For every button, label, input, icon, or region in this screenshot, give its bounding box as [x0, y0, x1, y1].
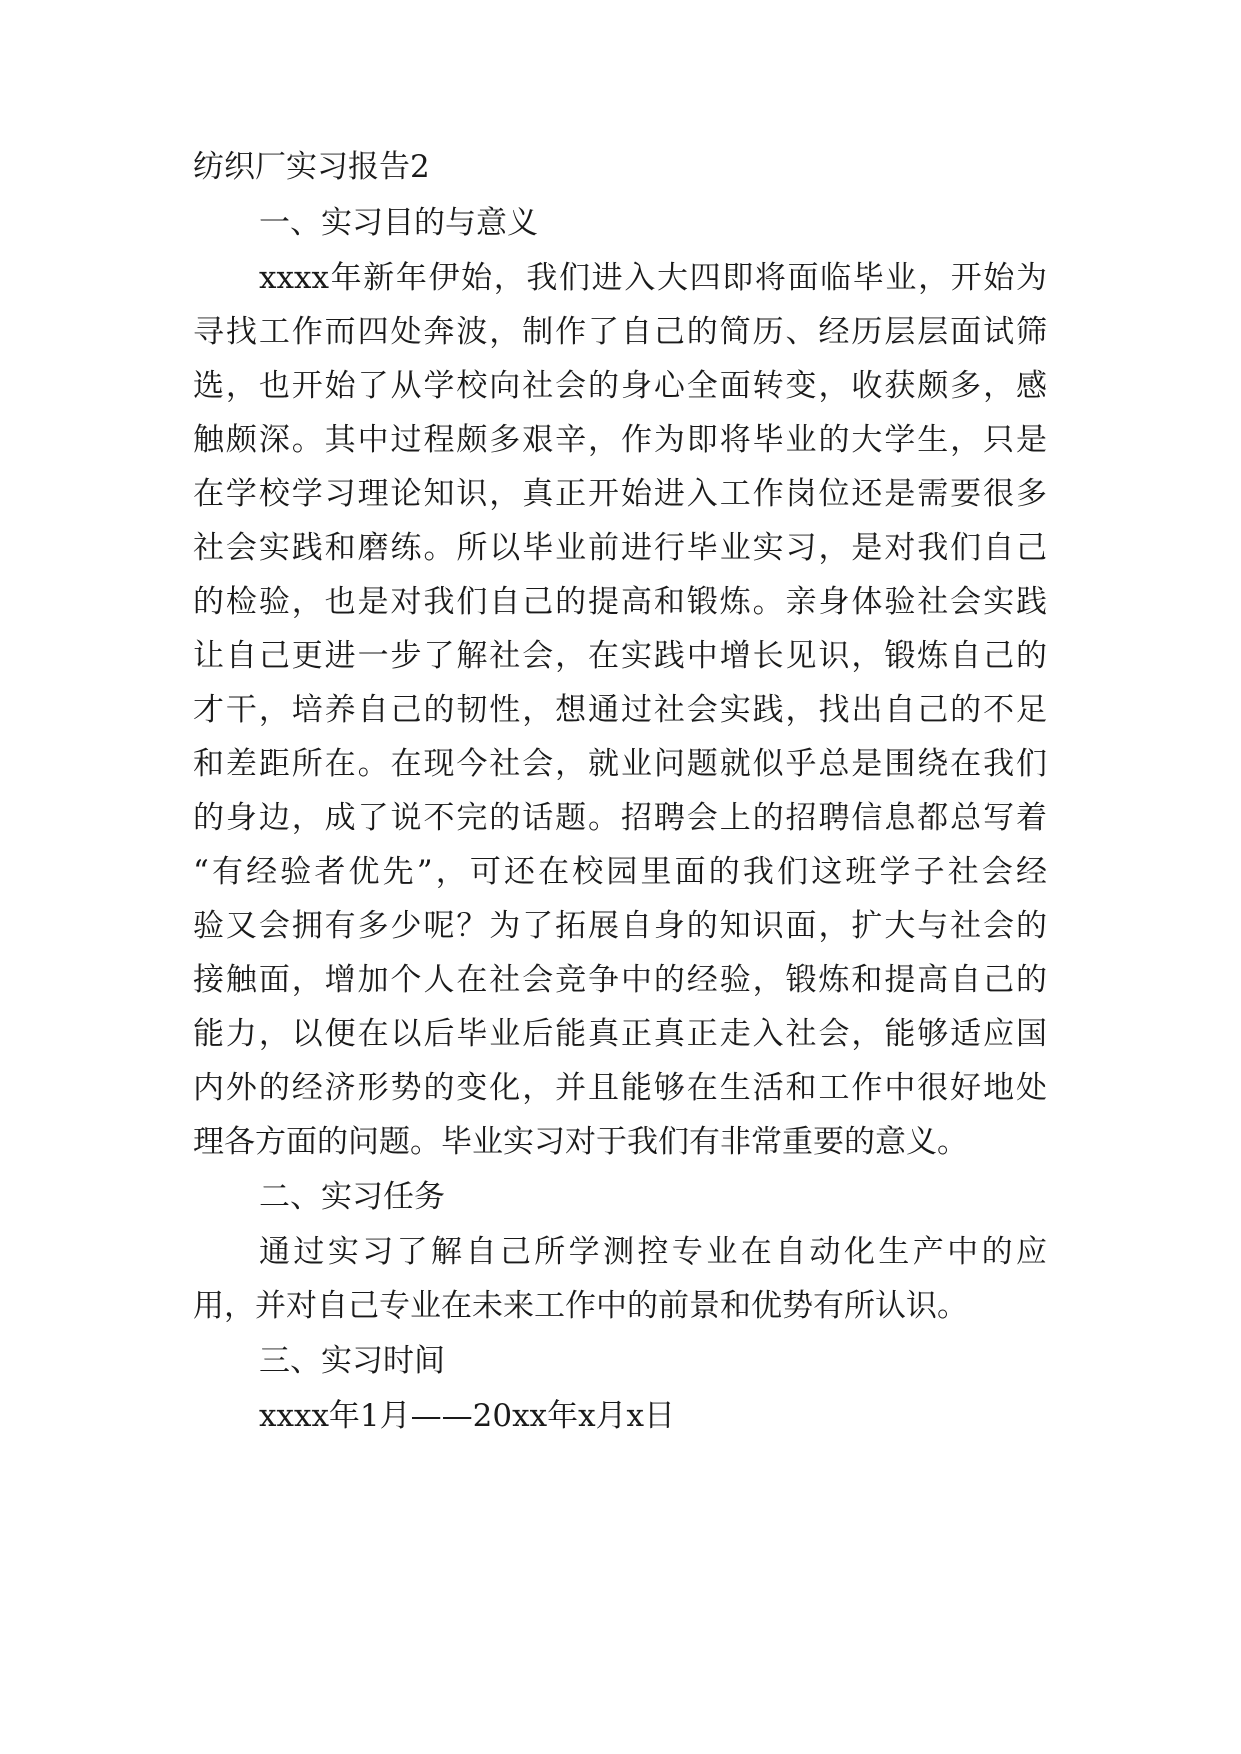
paragraph-line: xxxx年1月——20xx年x月x日 — [259, 1398, 676, 1434]
section-heading-purpose: 一、实习目的与意义 — [259, 205, 538, 241]
paragraph-line: 能力，以便在以后毕业后能真正真正走入社会，能够适应国 — [193, 1016, 1047, 1052]
paragraph-line: 用，并对自己专业在未来工作中的前景和优势有所认识。 — [193, 1288, 968, 1324]
paragraph-line: 在学校学习理论知识，真正开始进入工作岗位还是需要很多 — [193, 476, 1047, 512]
paragraph-line: xxxx年新年伊始，我们进入大四即将面临毕业，开始为 — [259, 260, 1047, 296]
paragraph-line: 的检验，也是对我们自己的提高和锻炼。亲身体验社会实践 — [193, 584, 1047, 620]
paragraph-line: 理各方面的问题。毕业实习对于我们有非常重要的意义。 — [193, 1124, 968, 1160]
paragraph-line: 通过实习了解自己所学测控专业在自动化生产中的应 — [259, 1234, 1047, 1270]
paragraph-line: 触颇深。其中过程颇多艰辛，作为即将毕业的大学生，只是 — [193, 422, 1047, 458]
paragraph-line: 社会实践和磨练。所以毕业前进行毕业实习，是对我们自己 — [193, 530, 1047, 566]
paragraph-line: 验又会拥有多少呢？为了拓展自身的知识面，扩大与社会的 — [193, 908, 1047, 944]
paragraph-line: “有经验者优先”，可还在校园里面的我们这班学子社会经 — [193, 854, 1047, 890]
paragraph-line: 和差距所在。在现今社会，就业问题就似乎总是围绕在我们 — [193, 746, 1047, 782]
paragraph-line: 选，也开始了从学校向社会的身心全面转变，收获颇多，感 — [193, 368, 1047, 404]
paragraph-line: 内外的经济形势的变化，并且能够在生活和工作中很好地处 — [193, 1070, 1047, 1106]
paragraph-line: 接触面，增加个人在社会竞争中的经验，锻炼和提高自己的 — [193, 962, 1047, 998]
section-heading-time: 三、实习时间 — [259, 1343, 445, 1379]
paragraph-line: 让自己更进一步了解社会，在实践中增长见识，锻炼自己的 — [193, 638, 1047, 674]
document-title: 纺织厂实习报告2 — [193, 149, 430, 185]
paragraph-line: 的身边，成了说不完的话题。招聘会上的招聘信息都总写着 — [193, 800, 1047, 836]
paragraph-line: 寻找工作而四处奔波，制作了自己的简历、经历层层面试筛 — [193, 314, 1047, 350]
paragraph-line: 才干，培养自己的韧性，想通过社会实践，找出自己的不足 — [193, 692, 1047, 728]
section-heading-tasks: 二、实习任务 — [259, 1179, 445, 1215]
